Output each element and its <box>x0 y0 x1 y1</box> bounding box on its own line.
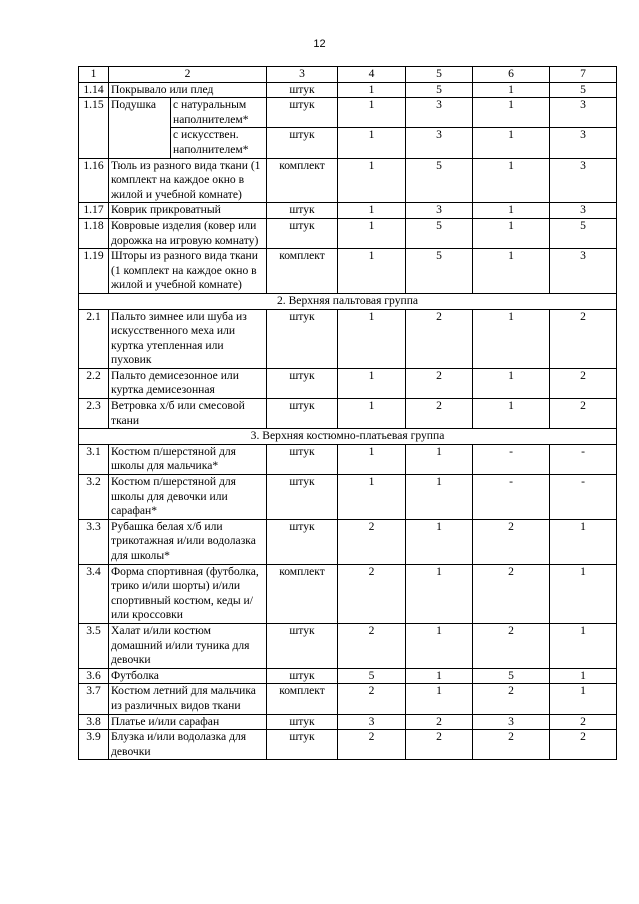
unit-cell: штук <box>267 668 338 684</box>
value-cell-7: 3 <box>550 249 617 294</box>
value-cell-7: 3 <box>550 98 617 128</box>
table-row <box>79 249 617 294</box>
value-cell-5: 1 <box>406 684 473 714</box>
header-row <box>79 67 617 83</box>
value-cell-5: 1 <box>406 623 473 668</box>
row-number: 2.3 <box>79 399 109 429</box>
value-cell-6: 1 <box>473 98 550 128</box>
item-name: Форма спортивная (футболка, трико и/или шорты) и/или спортивный костюм, кеды и/или кроссовки <box>109 564 267 623</box>
item-name: Коврик прикроватный <box>109 203 267 219</box>
table-row <box>79 368 617 398</box>
value-cell-7: 3 <box>550 203 617 219</box>
value-cell-6: 1 <box>473 82 550 98</box>
value-cell-7: 2 <box>550 309 617 368</box>
item-name: Шторы из разного вида ткани (1 комплект на каждое окно в жилой и учебной комнате) <box>109 249 267 294</box>
unit-cell: штук <box>267 203 338 219</box>
value-cell-5: 1 <box>406 564 473 623</box>
item-name: Костюм летний для мальчика из различных видов ткани <box>109 684 267 714</box>
value-cell-7: - <box>550 444 617 474</box>
value-cell-6: 2 <box>473 730 550 760</box>
table-row <box>79 218 617 248</box>
unit-cell: штук <box>267 444 338 474</box>
item-subname: с натуральным наполнителем* <box>171 98 267 128</box>
value-cell-7: - <box>550 475 617 520</box>
value-cell-4: 5 <box>338 668 406 684</box>
value-cell-7: 3 <box>550 128 617 158</box>
item-name: Костюм п/шерстяной для школы для мальчика* <box>109 444 267 474</box>
item-subname: с искусствен. наполнителем* <box>171 128 267 158</box>
value-cell-5: 1 <box>406 475 473 520</box>
value-cell-7: 1 <box>550 684 617 714</box>
value-cell-4: 1 <box>338 128 406 158</box>
value-cell-4: 1 <box>338 218 406 248</box>
header-cell: 7 <box>550 67 617 83</box>
value-cell-4: 1 <box>338 444 406 474</box>
value-cell-4: 2 <box>338 684 406 714</box>
value-cell-4: 1 <box>338 203 406 219</box>
header-cell: 2 <box>109 67 267 83</box>
item-name: Рубашка белая х/б или трикотажная и/или водолазка для школы* <box>109 519 267 564</box>
row-number: 1.14 <box>79 82 109 98</box>
row-number: 1.18 <box>79 218 109 248</box>
unit-cell: комплект <box>267 158 338 203</box>
table-row <box>79 519 617 564</box>
row-number: 3.8 <box>79 714 109 730</box>
value-cell-6: - <box>473 475 550 520</box>
section-title: 2. Верхняя пальтовая группа <box>79 293 617 309</box>
unit-cell: штук <box>267 519 338 564</box>
unit-cell: штук <box>267 98 338 128</box>
page-number: 12 <box>313 38 326 50</box>
value-cell-5: 2 <box>406 730 473 760</box>
table-row <box>79 203 617 219</box>
value-cell-5: 5 <box>406 249 473 294</box>
value-cell-5: 1 <box>406 519 473 564</box>
value-cell-6: 2 <box>473 564 550 623</box>
value-cell-4: 3 <box>338 714 406 730</box>
unit-cell: комплект <box>267 249 338 294</box>
unit-cell: штук <box>267 309 338 368</box>
row-number: 1.15 <box>79 98 109 158</box>
value-cell-6: 1 <box>473 249 550 294</box>
table-row <box>79 714 617 730</box>
value-cell-4: 1 <box>338 309 406 368</box>
value-cell-4: 2 <box>338 730 406 760</box>
table-row <box>79 98 617 128</box>
value-cell-7: 1 <box>550 564 617 623</box>
unit-cell: штук <box>267 82 338 98</box>
value-cell-5: 3 <box>406 203 473 219</box>
row-number: 3.9 <box>79 730 109 760</box>
row-number: 2.2 <box>79 368 109 398</box>
value-cell-6: 1 <box>473 399 550 429</box>
value-cell-4: 1 <box>338 475 406 520</box>
table-row <box>79 684 617 714</box>
value-cell-5: 5 <box>406 82 473 98</box>
row-number: 3.1 <box>79 444 109 474</box>
value-cell-5: 2 <box>406 368 473 398</box>
item-name: Платье и/или сарафан <box>109 714 267 730</box>
unit-cell: штук <box>267 399 338 429</box>
unit-cell: комплект <box>267 684 338 714</box>
table-row <box>79 399 617 429</box>
header-cell: 1 <box>79 67 109 83</box>
value-cell-6: 2 <box>473 684 550 714</box>
row-number: 3.5 <box>79 623 109 668</box>
table-row <box>79 444 617 474</box>
item-name: Блузка и/или водолазка для девочки <box>109 730 267 760</box>
value-cell-5: 2 <box>406 399 473 429</box>
value-cell-6: 2 <box>473 519 550 564</box>
row-number: 2.1 <box>79 309 109 368</box>
section-row <box>79 429 617 445</box>
value-cell-4: 1 <box>338 368 406 398</box>
unit-cell: штук <box>267 128 338 158</box>
value-cell-6: 1 <box>473 203 550 219</box>
value-cell-6: 1 <box>473 368 550 398</box>
value-cell-5: 1 <box>406 444 473 474</box>
row-number: 1.17 <box>79 203 109 219</box>
value-cell-6: 1 <box>473 158 550 203</box>
row-number: 1.19 <box>79 249 109 294</box>
table-row <box>79 730 617 760</box>
value-cell-6: 1 <box>473 218 550 248</box>
unit-cell: штук <box>267 714 338 730</box>
header-cell: 6 <box>473 67 550 83</box>
value-cell-7: 1 <box>550 623 617 668</box>
table-row <box>79 309 617 368</box>
row-number: 3.4 <box>79 564 109 623</box>
table-row <box>79 623 617 668</box>
value-cell-7: 1 <box>550 519 617 564</box>
table-row <box>79 82 617 98</box>
section-row <box>79 293 617 309</box>
value-cell-6: 1 <box>473 128 550 158</box>
value-cell-5: 1 <box>406 668 473 684</box>
row-number: 3.2 <box>79 475 109 520</box>
value-cell-7: 2 <box>550 730 617 760</box>
header-cell: 4 <box>338 67 406 83</box>
table-row <box>79 475 617 520</box>
unit-cell: штук <box>267 368 338 398</box>
value-cell-5: 3 <box>406 98 473 128</box>
value-cell-4: 1 <box>338 249 406 294</box>
item-name: Футболка <box>109 668 267 684</box>
value-cell-7: 5 <box>550 82 617 98</box>
value-cell-6: 5 <box>473 668 550 684</box>
value-cell-4: 1 <box>338 98 406 128</box>
value-cell-7: 2 <box>550 399 617 429</box>
unit-cell: комплект <box>267 564 338 623</box>
value-cell-4: 1 <box>338 158 406 203</box>
item-name: Ковровые изделия (ковер или дорожка на игровую комнату) <box>109 218 267 248</box>
row-number: 3.3 <box>79 519 109 564</box>
value-cell-4: 2 <box>338 519 406 564</box>
value-cell-4: 2 <box>338 564 406 623</box>
unit-cell: штук <box>267 218 338 248</box>
header-cell: 3 <box>267 67 338 83</box>
item-name: Тюль из разного вида ткани (1 комплект на каждое окно в жилой и учебной комнате) <box>109 158 267 203</box>
value-cell-7: 1 <box>550 668 617 684</box>
item-name: Пальто демисезонное или куртка демисезонная <box>109 368 267 398</box>
item-name: Ветровка х/б или смесовой ткани <box>109 399 267 429</box>
value-cell-5: 2 <box>406 714 473 730</box>
item-name: Подушка <box>109 98 171 158</box>
table-row <box>79 158 617 203</box>
table-body <box>79 67 617 760</box>
item-name: Халат и/или костюм домашний и/или туника для девочки <box>109 623 267 668</box>
item-name: Пальто зимнее или шуба из искусственного меха или куртка утепленная или пуховик <box>109 309 267 368</box>
header-cell: 5 <box>406 67 473 83</box>
unit-cell: штук <box>267 623 338 668</box>
row-number: 3.6 <box>79 668 109 684</box>
value-cell-5: 3 <box>406 128 473 158</box>
item-name: Покрывало или плед <box>109 82 267 98</box>
value-cell-7: 5 <box>550 218 617 248</box>
value-cell-7: 3 <box>550 158 617 203</box>
value-cell-4: 1 <box>338 82 406 98</box>
unit-cell: штук <box>267 475 338 520</box>
value-cell-6: 3 <box>473 714 550 730</box>
value-cell-7: 2 <box>550 714 617 730</box>
table-row <box>79 668 617 684</box>
value-cell-5: 5 <box>406 218 473 248</box>
value-cell-4: 2 <box>338 623 406 668</box>
value-cell-5: 2 <box>406 309 473 368</box>
value-cell-6: - <box>473 444 550 474</box>
value-cell-7: 2 <box>550 368 617 398</box>
section-title: 3. Верхняя костюмно-платьевая группа <box>79 429 617 445</box>
value-cell-6: 1 <box>473 309 550 368</box>
unit-cell: штук <box>267 730 338 760</box>
value-cell-4: 1 <box>338 399 406 429</box>
row-number: 1.16 <box>79 158 109 203</box>
value-cell-5: 5 <box>406 158 473 203</box>
norms-table <box>78 66 617 760</box>
value-cell-6: 2 <box>473 623 550 668</box>
row-number: 3.7 <box>79 684 109 714</box>
table-row <box>79 564 617 623</box>
item-name: Костюм п/шерстяной для школы для девочки или сарафан* <box>109 475 267 520</box>
